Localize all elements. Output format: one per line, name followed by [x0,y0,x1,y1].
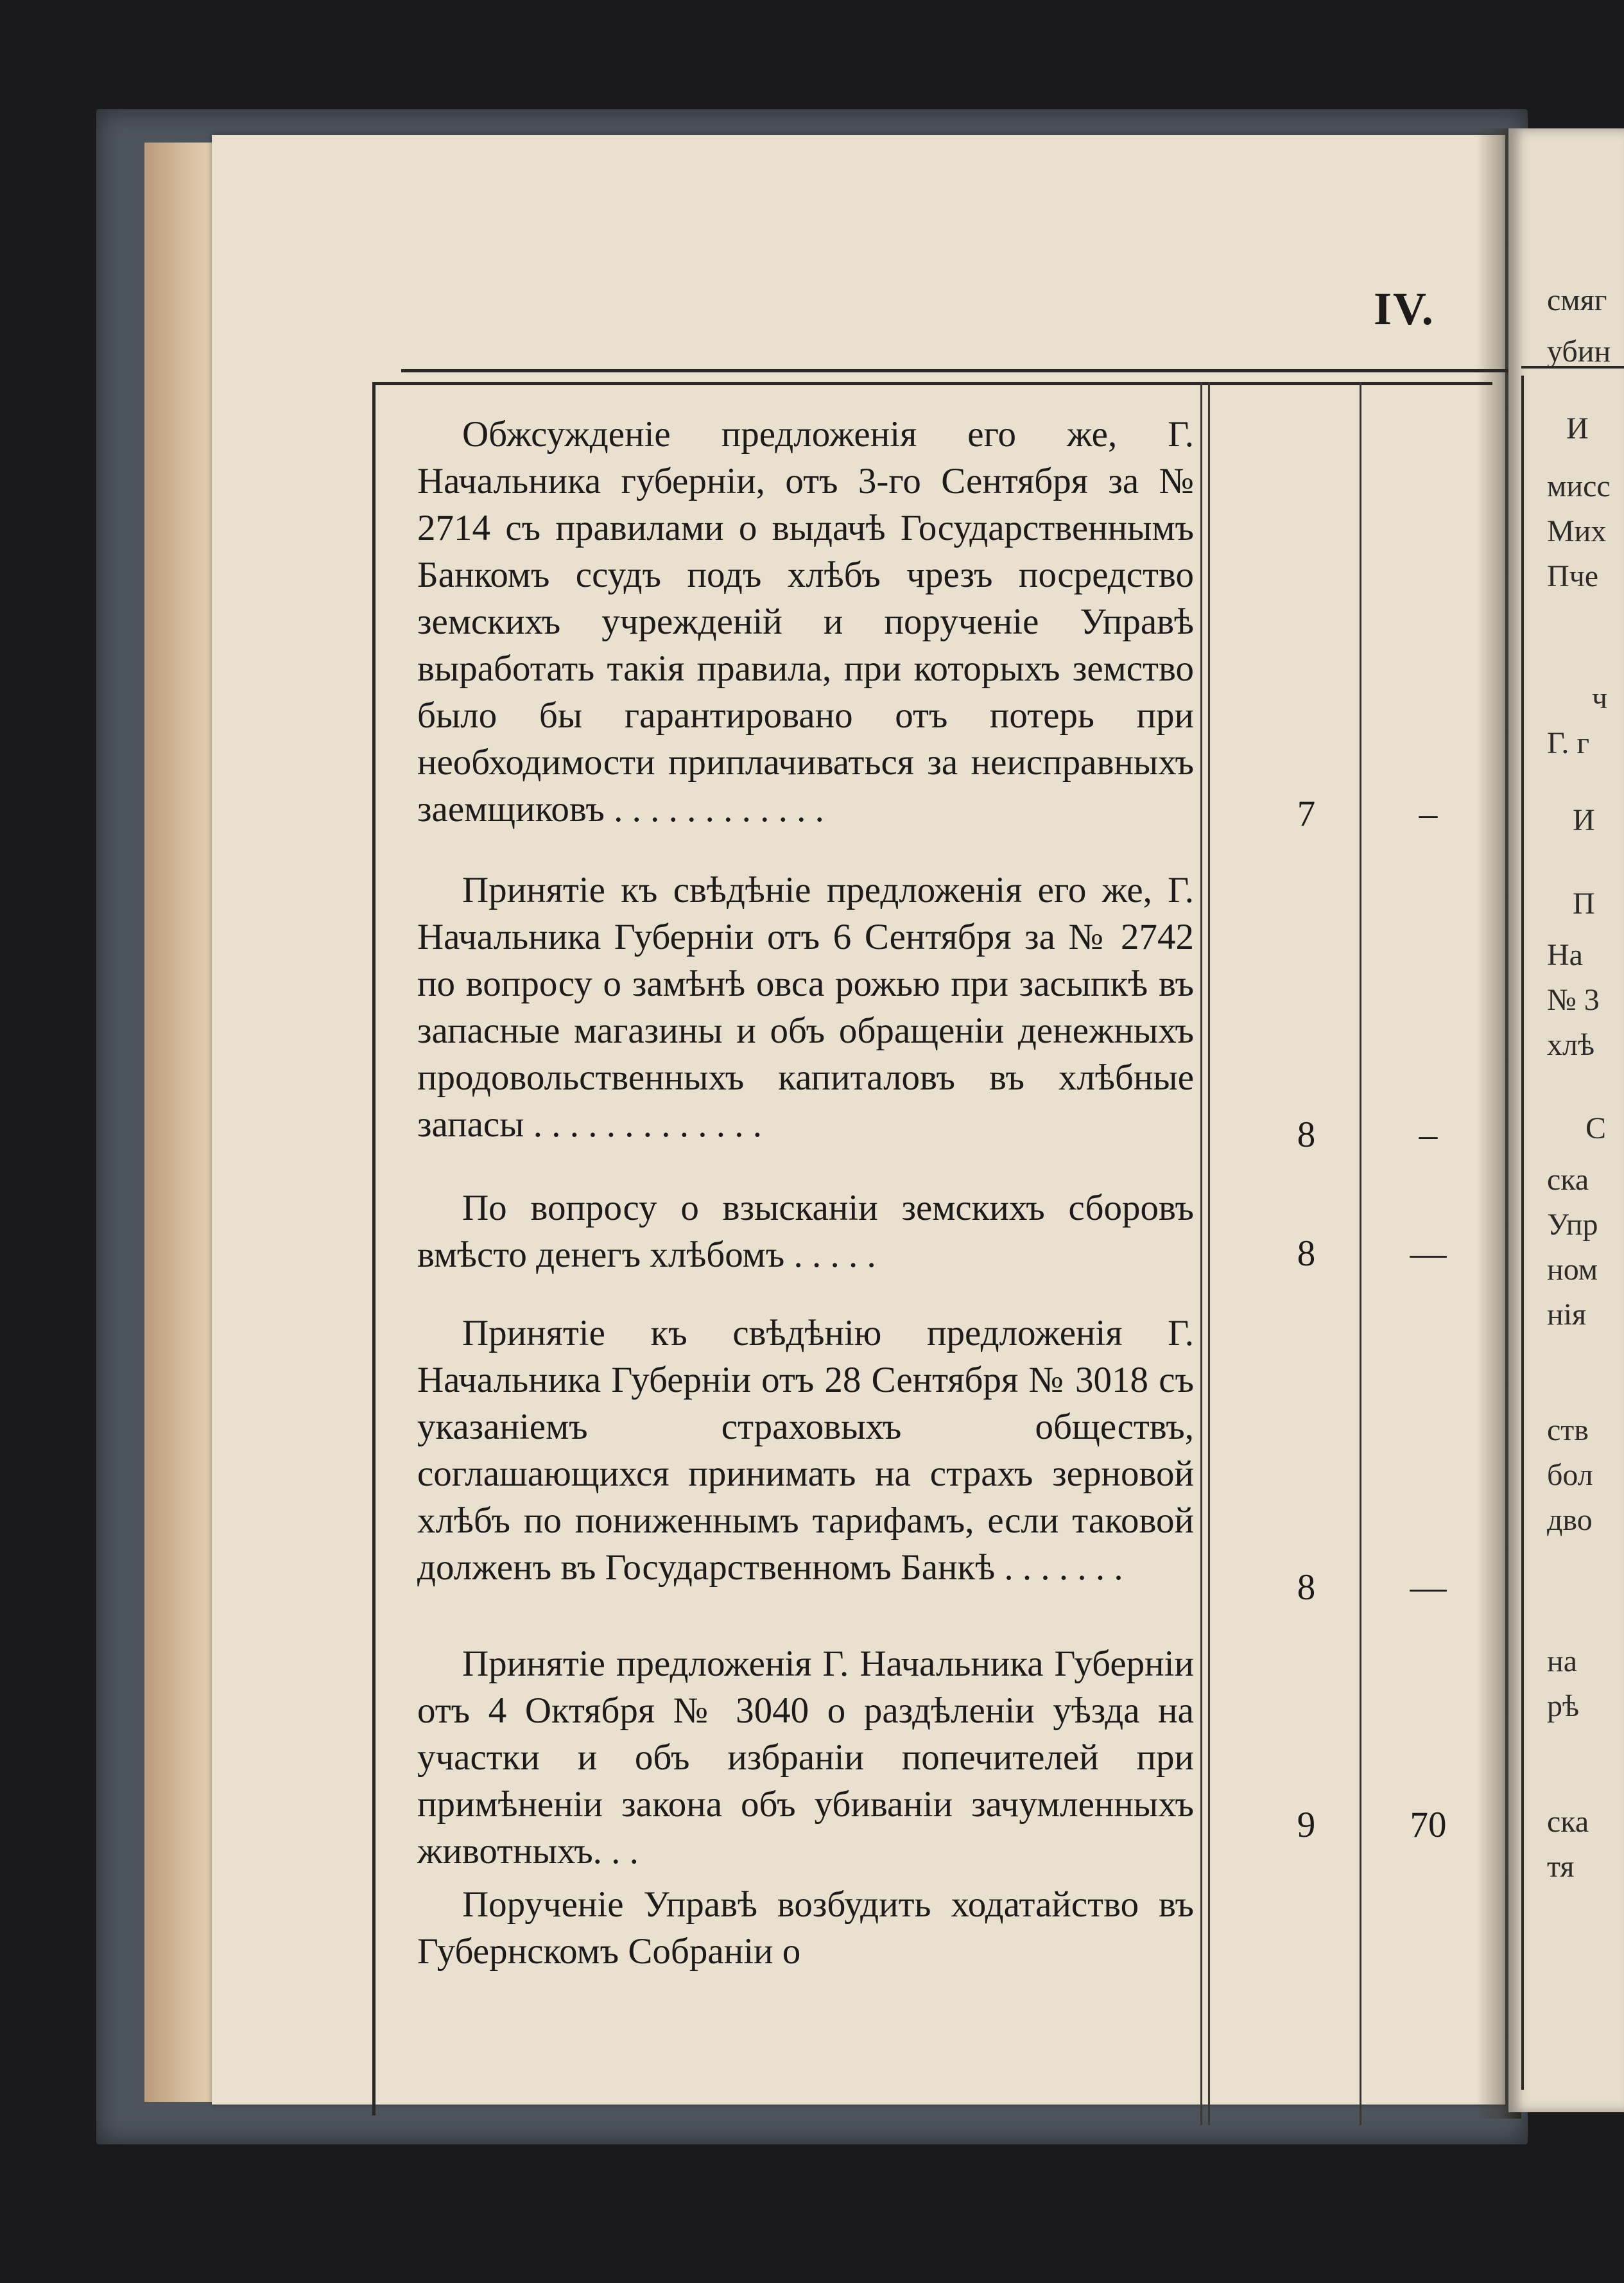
page-edges [144,143,221,2102]
facing-page-line: ска [1547,1163,1589,1197]
column-divider [1360,382,1361,2125]
facing-page-line: смяг [1547,283,1607,317]
page-number: IV. [1374,283,1435,334]
entry-text: Порученіе Управѣ возбудить ходатайство въ Губернскомъ Собраніи о [417,1884,1194,1972]
entry-text: Обжсужденіе предложенія его же, Г. Начальника губерніи, отъ 3-го Сентября за № 2714 съ правилами о выдачѣ Государственнымъ Банкомъ ссудъ подъ хлѣбъ чрезъ посредство земскихъ учрежденій и порученіе Управѣ выработать такія правила, при которыхъ земство было бы гарантировано отъ потерь при необходимости приплачиваться за неисправныхъ заемщиковъ . . . . . . . . . . . . [417,414,1194,829]
entry-extra-number: — [1410,1567,1447,1608]
entry-page-number: 8 [1297,1233,1316,1274]
table-top-border [372,382,1492,385]
facing-page-line: хлѣ [1547,1028,1595,1062]
facing-page-line: И [1573,803,1595,837]
header-rule [401,369,1508,372]
index-entry [417,1640,1194,1875]
facing-page-line: ска [1547,1805,1589,1839]
index-entry [417,1185,1194,1278]
entry-text: Принятіе къ свѣдѣнію предложенія Г. Начальника Губерніи отъ 28 Сентября № 3018 съ указаніемъ страховыхъ обществъ, соглашающихся принимать на страхъ зерновой хлѣбъ по пониженнымъ тарифамъ, если таковой долженъ въ Государственномъ Банкѣ . . . . . . . [417,1313,1194,1588]
facing-page-line: на [1547,1644,1577,1678]
facing-page [1508,128,1624,2112]
entry-page-number: 8 [1297,1567,1316,1608]
column-divider [1208,382,1210,2125]
facing-page-line: Г. г [1547,726,1590,760]
facing-page-line: П [1573,887,1595,921]
entry-extra-number: – [1419,1115,1438,1155]
facing-page-line: дво [1547,1503,1593,1537]
entry-extra-number: 70 [1410,1805,1447,1845]
entry-extra-number: — [1410,1233,1447,1274]
facing-page-line: На [1547,938,1583,972]
facing-page-line: ч [1592,681,1608,715]
facing-page-line: Пче [1547,559,1599,593]
index-entry [417,1310,1194,1591]
facing-page-border [1521,376,1524,2090]
entry-text: Принятіе предложенія Г. Начальника Губерніи отъ 4 Октября № 3040 о раздѣленіи уѣзда на участки и объ избраніи попечителей при примѣненіи закона объ убиваніи зачумленныхъ животныхъ. . . [417,1644,1194,1871]
entry-text: Принятіе къ свѣдѣніе предложенія его же, Г. Начальника Губерніи отъ 6 Сентября за № 2742 по вопросу о замѣнѣ овса рожью при засыпкѣ въ запасные магазины и объ обращеніи денежныхъ продовольственныхъ капиталовъ въ хлѣбные запасы . . . . . . . . . . . . . [417,870,1194,1145]
index-entry [417,867,1194,1148]
entry-page-number: 9 [1297,1805,1316,1845]
facing-page-line: Упр [1547,1208,1598,1242]
facing-page-line: И [1566,412,1589,446]
entry-page-number: 7 [1297,794,1316,834]
index-entry [417,1881,1194,1975]
facing-page-line: С [1585,1111,1607,1145]
facing-page-line: № 3 [1547,983,1600,1017]
facing-page-line: нія [1547,1298,1587,1332]
index-entry [417,411,1194,833]
column-divider [1200,382,1202,2125]
facing-page-line: ств [1547,1413,1589,1447]
entry-page-number: 8 [1297,1115,1316,1155]
entry-extra-number: – [1419,794,1438,834]
facing-page-line: мисс [1547,469,1611,503]
facing-page-line: убин [1547,334,1611,369]
facing-page-line: бол [1547,1458,1593,1492]
facing-page-line: рѣ [1547,1689,1580,1723]
facing-page-line: ном [1547,1253,1598,1287]
table-left-border [372,382,376,2115]
facing-page-line: Мих [1547,514,1607,548]
entry-text: По вопросу о взысканіи земскихъ сборовъ вмѣсто денегъ хлѣбомъ . . . . . [417,1188,1194,1275]
facing-page-line: тя [1547,1850,1575,1884]
